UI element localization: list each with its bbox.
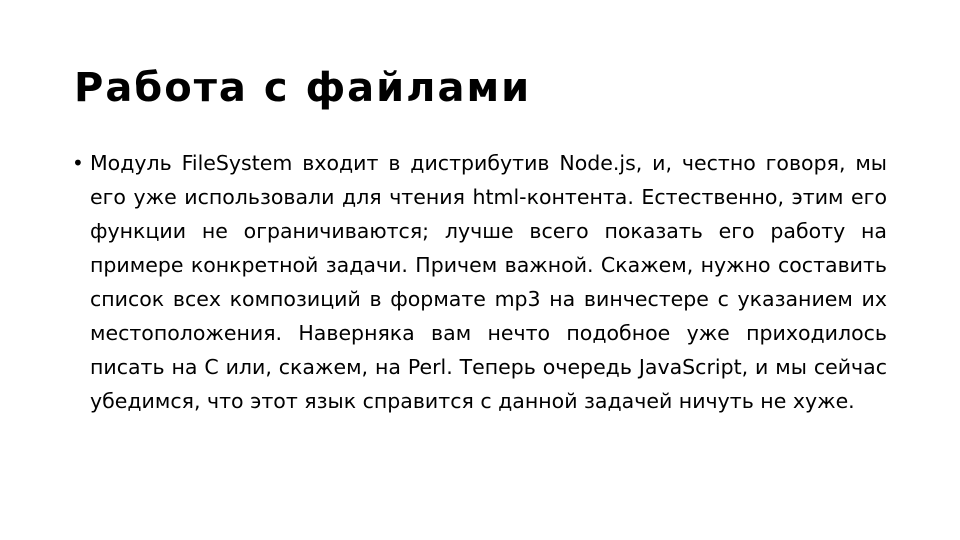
bullet-item [72, 146, 887, 418]
bullet-marker: • [72, 151, 84, 175]
bullet-text: Модуль FileSystem входит в дистрибутив Node.js, и, честно говоря, мы его уже использовали для чтения html-контента. Естественно, этим его функции не ограничиваются; лучше всего показать его работу на примере конкретной задачи. Причем важной. Скажем, нужно составить список всех композиций в формате mp3 на винчестере с указанием их местоположения. Наверняка вам нечто подобное уже приходилось писать на C или, скажем, на Perl. Теперь очередь JavaScript, и мы сейчас убедимся, что этот язык справится с данной задачей ничуть не хуже. [90, 151, 887, 413]
bullet-list [72, 146, 887, 418]
slide-title: Работа с файлами [74, 65, 532, 111]
